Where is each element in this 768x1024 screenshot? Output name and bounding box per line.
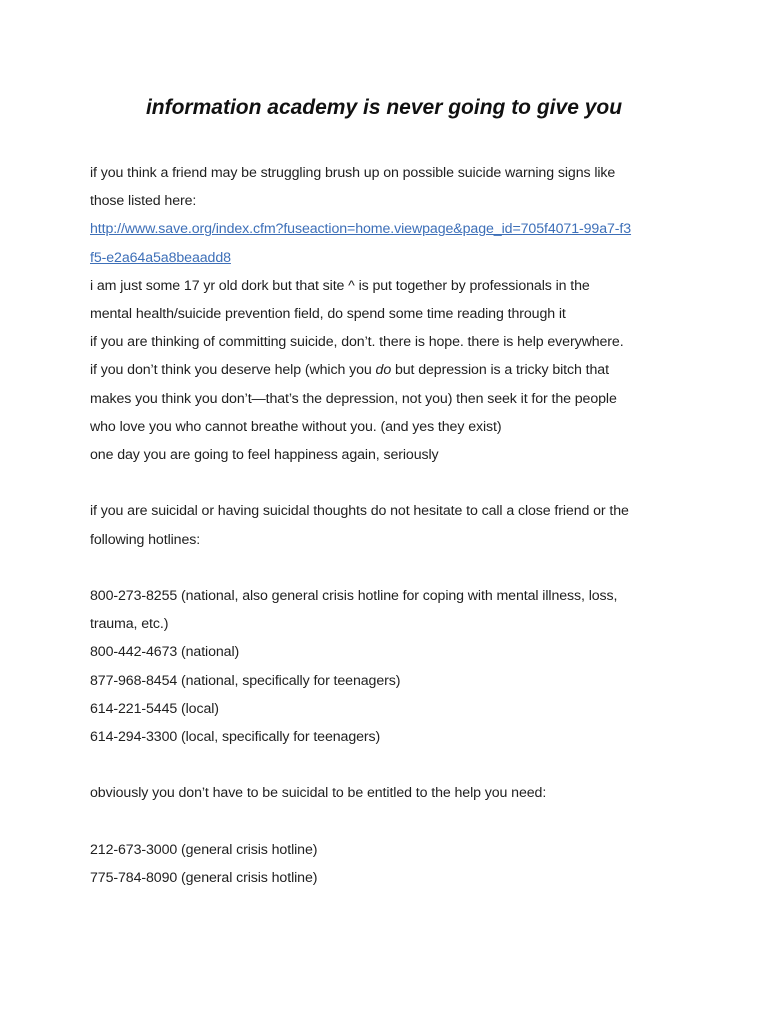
- intro-line-6: [90, 356, 690, 384]
- hotline-1-line-1: 800-273-8255 (national, also general crisis hotline for coping with mental illness, loss,: [90, 588, 618, 605]
- intro-line-8: who love you who cannot breathe without you. (and yes they exist): [90, 418, 502, 435]
- hotline-2: 800-442-4673 (national): [90, 644, 240, 661]
- blank-line: [90, 751, 690, 779]
- intro-line-7: makes you think you don’t—that’s the depression, not you) then seek it for the people: [90, 390, 617, 407]
- intro-line-1: if you think a friend may be struggling brush up on possible suicide warning signs like: [90, 165, 616, 181]
- save-org-link-part-1[interactable]: http://www.save.org/index.cfm?fuseaction=home.viewpage&page_id=705f4071-99a7-f3: [90, 221, 632, 238]
- save-org-link-line-2: [90, 244, 690, 272]
- intro-line-2: those listed here:: [90, 193, 197, 210]
- general-intro: obviously you don’t have to be suicidal to be entitled to the help you need:: [90, 785, 547, 802]
- hotline-3: 877-968-8454 (national, specifically for teenagers): [90, 672, 401, 689]
- intro-line-4: mental health/suicide prevention field, do spend some time reading through it: [90, 306, 566, 323]
- general-hotline-2: 775-784-8090 (general crisis hotline): [90, 870, 318, 887]
- general-hotline-1: 212-673-3000 (general crisis hotline): [90, 841, 318, 858]
- intro-line-3: i am just some 17 yr old dork but that site ^ is put together by professionals in the: [90, 277, 590, 294]
- blank-line: [90, 808, 690, 836]
- hotline-1-line-2: trauma, etc.): [90, 616, 169, 633]
- intro-line-9: one day you are going to feel happiness again, seriously: [90, 447, 439, 464]
- hotlines-intro-line-1: if you are suicidal or having suicidal thoughts do not hesitate to call a close friend or the: [90, 503, 629, 520]
- document-body: [90, 159, 690, 892]
- intro-line-6-emphasis: do: [375, 362, 392, 379]
- intro-line-6-pre: if you don’t think you deserve help (which you: [90, 362, 376, 379]
- page-title: information academy is never going to give you: [145, 96, 623, 119]
- blank-line: [90, 469, 690, 497]
- intro-line-5: if you are thinking of committing suicide, don’t. there is hope. there is help everywhere.: [90, 334, 624, 351]
- hotlines-intro-line-2: following hotlines:: [90, 531, 201, 548]
- hotline-5: 614-294-3300 (local, specifically for teenagers): [90, 729, 381, 746]
- save-org-link-line-1: [90, 215, 690, 243]
- save-org-link-part-2[interactable]: f5-e2a64a5a8beaadd8: [90, 249, 231, 266]
- blank-line: [90, 554, 690, 582]
- hotline-4: 614-221-5445 (local): [90, 700, 219, 717]
- intro-line-6-post: but depression is a tricky bitch that: [391, 362, 609, 379]
